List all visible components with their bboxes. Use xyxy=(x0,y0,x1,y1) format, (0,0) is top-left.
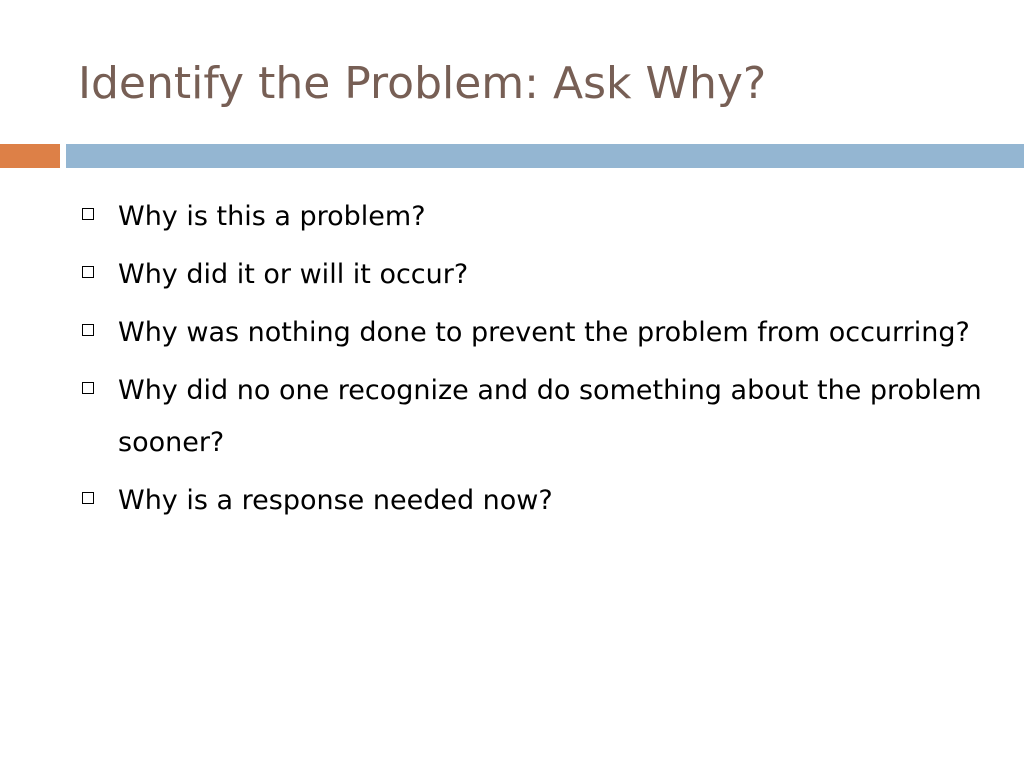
bullet-text: Why is this a problem? xyxy=(118,201,426,232)
bullet-item xyxy=(82,307,982,359)
accent-bar-orange xyxy=(0,144,60,168)
square-bullet-icon xyxy=(82,266,94,278)
bullet-list xyxy=(82,191,982,533)
bullet-item xyxy=(82,249,982,301)
slide-title: Identify the Problem: Ask Why? xyxy=(78,58,767,109)
bullet-item xyxy=(82,365,982,469)
accent-bar-blue xyxy=(66,144,1024,168)
bullet-text: Why did it or will it occur? xyxy=(118,259,469,290)
bullet-text: Why is a response needed now? xyxy=(118,485,553,516)
bullet-text: Why was nothing done to prevent the problem from occurring? xyxy=(118,317,970,348)
bullet-item xyxy=(82,191,982,243)
square-bullet-icon xyxy=(82,492,94,504)
square-bullet-icon xyxy=(82,208,94,220)
square-bullet-icon xyxy=(82,382,94,394)
bullet-text: Why did no one recognize and do something about the problem sooner? xyxy=(118,375,982,458)
square-bullet-icon xyxy=(82,324,94,336)
bullet-item xyxy=(82,475,982,527)
